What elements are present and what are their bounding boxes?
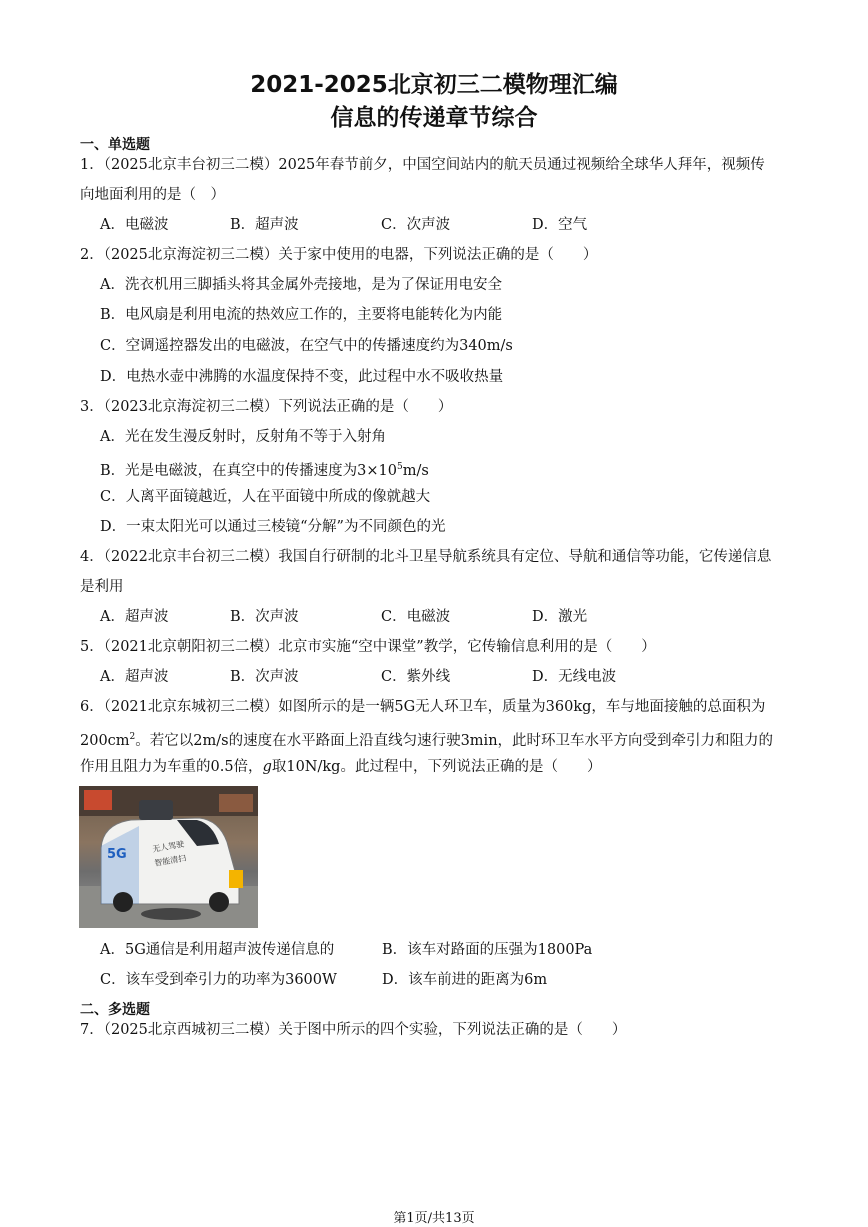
document-title: 2021-2025北京初三二模物理汇编	[250, 72, 618, 98]
question-1-option-a: A．电磁波	[100, 217, 169, 233]
question-3-option-a: A．光在发生漫反射时，反射角不等于入射角	[100, 429, 386, 445]
question-3-option-c: C．人离平面镜越近，人在平面镜中所成的像就越大	[100, 489, 431, 505]
question-5-line-1: 5．（2021北京朝阳初三二模）北京市实施“空中课堂”教学，它传输信息利用的是（ ）	[80, 639, 656, 655]
question-5-option-b: B．次声波	[230, 669, 299, 685]
question-2-option-a: A．洗衣机用三脚插头将其金属外壳接地，是为了保证用电安全	[100, 277, 502, 293]
question-6-line-3: 作用且阻力为车重的0.5倍，g取10N/kg。此过程中，下列说法正确的是（ ）	[80, 759, 602, 775]
question-7-line-1: 7．（2025北京西城初三二模）关于图中所示的四个实验，下列说法正确的是（ ）	[80, 1022, 627, 1038]
question-1-line-1: 1．（2025北京丰台初三二模）2025年春节前夕，中国空间站内的航天员通过视频给全球华人拜年，视频传	[80, 157, 765, 173]
question-1-option-b: B．超声波	[230, 217, 299, 233]
question-6-line-2: $200cm^2$。若它以2m/s的速度在水平路面上沿直线匀速行驶3min，此时环卫车水平方向受到牵引力和阻力的	[80, 732, 774, 749]
page-footer: 第1页/共13页	[393, 1211, 475, 1226]
question-3-line-1: 3．（2023北京海淀初三二模）下列说法正确的是（ ）	[80, 399, 453, 415]
document-subtitle: 信息的传递章节综合	[330, 105, 538, 131]
vehicle-label-smart: 智能清扫	[153, 853, 187, 868]
question-6-option-b: B．该车对路面的压强为1800Pa	[382, 942, 593, 958]
vehicle-5g-label: 5G	[107, 847, 127, 862]
vehicle-illustration	[79, 786, 258, 928]
question-6-option-c: C．该车受到牵引力的功率为3600W	[100, 972, 337, 988]
question-3-option-d: D．一束太阳光可以通过三棱镜“分解”为不同颜色的光	[100, 519, 446, 535]
question-4-line-2: 是利用	[80, 579, 124, 595]
question-2-option-c: C．空调遥控器发出的电磁波，在空气中的传播速度约为340m/s	[100, 338, 513, 354]
question-4-option-c: C．电磁波	[381, 609, 451, 625]
question-3-option-b: B．光是电磁波，在真空中的传播速度为$3\times 10^5m/s$	[100, 462, 429, 479]
vehicle-label-driverless: 无人驾驶	[151, 839, 185, 854]
question-6-option-a: A．5G通信是利用超声波传递信息的	[100, 942, 335, 958]
question-4-option-a: A．超声波	[100, 609, 169, 625]
question-6-option-d: D．该车前进的距离为6m	[382, 972, 548, 988]
question-1-option-d: D．空气	[532, 217, 588, 233]
question-5-option-d: D．无线电波	[532, 669, 617, 685]
section-heading-single-choice: 一、单选题	[80, 137, 150, 153]
question-4-option-b: B．次声波	[230, 609, 299, 625]
section-heading-multiple-choice: 二、多选题	[80, 1002, 150, 1018]
question-5-option-a: A．超声波	[100, 669, 169, 685]
question-2-option-b: B．电风扇是利用电流的热效应工作的，主要将电能转化为内能	[100, 307, 503, 323]
question-4-option-d: D．激光	[532, 609, 588, 625]
question-2-line-1: 2．（2025北京海淀初三二模）关于家中使用的电器，下列说法正确的是（ ）	[80, 247, 598, 263]
question-6-line-1: 6．（2021北京东城初三二模）如图所示的是一辆5G无人环卫车，质量为360kg，车与地面接触的总面积为	[80, 699, 766, 715]
question-1-line-2: 向地面利用的是（ ）	[80, 187, 225, 203]
question-2-option-d: D．电热水壶中沸腾的水温度保持不变，此过程中水不吸收热量	[100, 369, 504, 385]
question-1-option-c: C．次声波	[381, 217, 451, 233]
sanitation-vehicle-photo	[79, 786, 258, 928]
question-5-option-c: C．紫外线	[381, 669, 451, 685]
question-4-line-1: 4．（2022北京丰台初三二模）我国自行研制的北斗卫星导航系统具有定位、导航和通信等功能，它传递信息	[80, 549, 772, 565]
